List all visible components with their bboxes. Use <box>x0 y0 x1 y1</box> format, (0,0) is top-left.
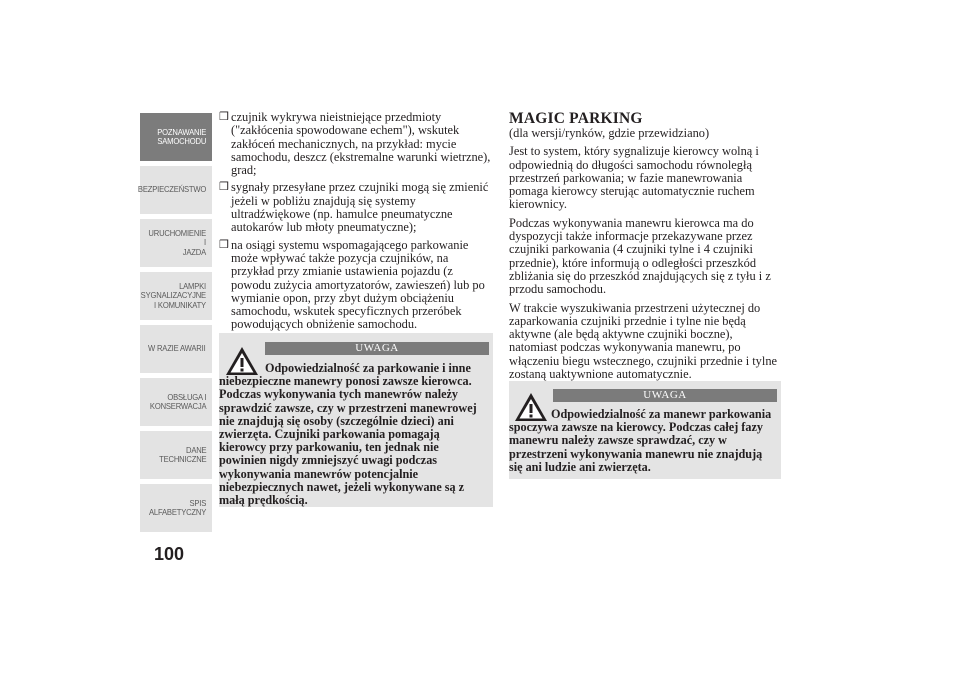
tab-label: DANE TECHNICZNE <box>158 444 206 464</box>
section-subtitle: (dla wersji/rynków, gdzie przewidziano) <box>509 126 710 140</box>
tab-w-razie-awarii[interactable] <box>140 325 212 373</box>
paragraph: Podczas wykonywania manewru kierowca ma do dyspozycji także informacje przekazywane przez czujniki parkowania (4 czujniki tylne i 4 czujniki przednie), które informują o odległości przeszkód zbliżania się do przeszkód znajdujących się z tyłu i z przodu samochodu. <box>509 215 771 297</box>
tab-lampki-sygnalizacyjne[interactable] <box>140 272 212 320</box>
tab-label: POZNAWANIE SAMOCHODU <box>157 126 206 146</box>
paragraph: W trakcie wyszukiwania przestrzeni użytecznej do zaparkowania czujniki przednie i tylne nie będą aktywne (ale będą aktywne czujniki boczne), natomiast podczas wykonywania manewru, po włączeniu biegu wstecznego, czujniki przednie i tylne zostaną uaktywnione automatycznie. <box>509 300 778 382</box>
left-column <box>219 111 494 336</box>
warning-box-left <box>219 333 493 507</box>
tab-dane-techniczne[interactable] <box>140 431 212 479</box>
checkbox-bullet-icon: ❒ <box>219 181 229 194</box>
tab-spis-alfabetyczny[interactable] <box>140 484 212 532</box>
page-number: 100 <box>154 544 185 564</box>
tab-label: W RAZIE AWARII <box>148 343 206 354</box>
paragraph: Jest to system, który sygnalizuje kierowcy wolną i odpowiednią do długości samochodu równoległą przestrzeń parkowania; w fazie manewrowania pomaga kierowcy sterując automatycznie ruchem kierownicy. <box>509 144 759 212</box>
list-item <box>219 111 494 177</box>
tab-obsluga-konserwacja[interactable] <box>140 378 212 426</box>
tab-poznawanie-samochodu[interactable] <box>140 113 212 161</box>
tab-label: URUCHOMIENIE I JAZDA <box>148 228 206 257</box>
warning-body: Odpowiedzialność za parkowanie i inne niebezpieczne manewry ponosi zawsze kierowca. Podczas wykonywania tych manewrów należy sprawdzić zawsze, czy w przestrzeni manewrowej nie znajdują się osoby (szczególnie dzieci) ani zwierzęta. Czujniki parkowania pomagają kierowcy przy parkowaniu, ten jednak nie powinien nigdy zmniejszyć uwagi podczas wykonywania manewrów potencjalnie niebezpiecznych nawet, jeżeli wykonywane są z małą prędkością. <box>219 361 477 508</box>
tab-uruchomienie-jazda[interactable] <box>140 219 212 267</box>
warning-text <box>219 362 489 507</box>
warning-title: UWAGA <box>265 342 489 355</box>
right-column <box>509 111 781 386</box>
warning-text <box>509 408 777 474</box>
list-item-text: sygnały przesyłane przez czujniki mogą się zmienić jeżeli w pobliżu znajdują się systemy ultradźwiękowe (np. hamulce pneumatyczne autokarów lub młoty pneumatyczne); <box>231 180 489 235</box>
checkbox-bullet-icon: ❒ <box>219 111 229 123</box>
list-item <box>219 181 494 234</box>
warning-box-right <box>509 381 781 479</box>
list-item-text: na osiągi systemu wspomagającego parkowanie może wpływać także pozycja czujników, na przykład przy zmianie ustawienia pojazdu (z powodu zużycia amortyzatorów, zawieszeń) lub po wymianie opon, przy zbyt dużym obciążeniu samochodu, wskutek specyficznych przeróbek powodujących obniżenie samochodu. <box>231 237 485 332</box>
tab-bezpieczenstwo[interactable] <box>137 166 212 214</box>
tab-label: SPIS ALFABETYCZNY <box>148 497 206 517</box>
warning-title: UWAGA <box>553 389 777 402</box>
tab-label: OBSŁUGA I KONSERWACJA <box>149 391 206 411</box>
section-heading: MAGIC PARKING <box>509 110 643 127</box>
list-item <box>219 239 494 332</box>
warning-body: Odpowiedzialność za manewr parkowania spoczywa zawsze na kierowcy. Podczas całej fazy manewru należy zawsze sprawdzać, czy w przestrzeni wykonywania manewru nie znajdują się ani ludzie ani zwierzęta. <box>509 407 772 474</box>
list-item-text: czujnik wykrywa nieistniejące przedmioty ("zakłócenia spowodowane echem"), wskutek zakłóceń mechanicznych, na przykład: mycie samochodu, deszcz (ekstremalne warunki wietrzne), grad; <box>231 110 491 178</box>
checkbox-bullet-icon: ❒ <box>219 238 229 251</box>
tab-label: BEZPIECZEŃSTWO <box>137 184 206 195</box>
tab-label: LAMPKI SYGNALIZACYJNE I KOMUNIKATY <box>140 281 206 310</box>
